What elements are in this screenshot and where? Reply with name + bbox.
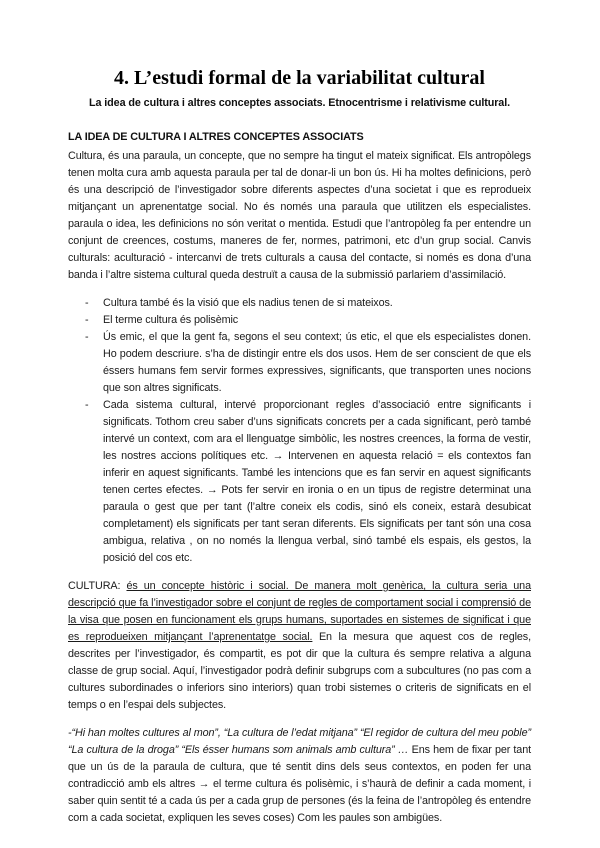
section-heading: LA IDEA DE CULTURA I ALTRES CONCEPTES ASSOCIATS: [68, 131, 364, 143]
bullet-list: [68, 295, 531, 567]
bullet-marker: -: [85, 399, 89, 411]
closing-quotes-italic: -“Hi han moltes cultures al mon”, “La cultura de l’edat mitjana” “El regidor de cultura del meu poble” “La cultura de la droga” “Els ésser humans som animals amb cultura” …: [68, 727, 531, 756]
bullet-marker: -: [85, 297, 89, 309]
closing-paragraph: [68, 725, 531, 827]
bullet-item: [68, 312, 531, 329]
intro-paragraph: Cultura, és una paraula, un concepte, que no sempre ha tingut el mateix significat. Els antropòlegs tenen molta cura amb aquesta paraula per tal de donar-li un bon ús. Hi ha moltes definicions, però és una descripció de l’investigador sobre diferents aspectes d’una societat i que es reprodueix mitjançant un aprenentatge social. No és només una paraula que utilitzen els especialistes. paraula o idea, les definicions no són veritat o mentida. Estudi que l’antropòleg fa per entendre un conjunt de creences, costums, maneres de fer, normes, patrimoni, etc d’un grup social. Canvis culturals: aculturació - intercanvi de trets culturals a causa del contacte, si només es dona d’una banda i l’altre sistema cultural queda destruït a causa de la submissió parlariem d’assimilació.: [68, 150, 531, 281]
cultura-paragraph-rest: En la mesura que aquest cos de regles, descrites per l’investigador, és compartit, es pot dir que la cultura és sempre relativa a alguna classe de grup social. Aquí, l’investigador podrà definir subgrups com a subcultures (no pas com a cultures subordinades o inferiors sino interiors) quan trobi sistemes o criteris de significats en el temps o en l’espai dels subjectes.: [68, 631, 532, 711]
bullet-text: Cada sistema cultural, intervé proporcionant regles d’associació entre significants i significats. Tothom creu saber d’uns significats concrets per a cada significant, però també intervé un context, com ara el llenguatge simbòlic, les nostres creences, la forma de vestir, les nostres accions polítiques etc. → Intervenen en aquesta relació = els contextos fan inferir en aquest significants. També les intencions que es fan servir en aquest significants tenen certes efectes. → Pots fer servir en ironia o en un tipus de registre determinat una paraula o gest que per tant (l’altre coneix els codis, sinó els coneix, estarà desubicat completament) els significats per tant seran diferents. Els significats per tant són una cosa ambigua, relativa , on no només la llengua verbal, sinó també els espais, els gestos, la posició del cos etc.: [103, 399, 531, 564]
cultura-definition-underlined: és un concepte històric i social. De manera molt genèrica, la cultura seria una descripció que fa l’investigador sobre el conjunt de regles de comportament social i comprensió de la visa que posen en funcionament els grups humans, suportades en sistemes de significat i que es reprodueixen mitjançant l’aprenentatge social.: [68, 580, 531, 643]
bullet-item: [68, 397, 531, 567]
bullet-text: Ús emic, el que la gent fa, segons el seu context; ús etic, el que els especialistes donen. Ho podem descriure. s’ha de distingir entre els dos usos. Hem de ser conscient de que els éssers humans fem servir formes expressives, significants, que transporten unes nocions que son altres significats.: [103, 331, 531, 394]
page-title: 4. L’estudi formal de la variabilitat cultural: [114, 67, 485, 89]
cultura-paragraph: [68, 578, 531, 714]
closing-paragraph-rest: Ens hem de fixar per tant que un ús de la paraula de cultura, que té sentit dins dels seus contextos, en poden fer una contradicció amb els altres → el terme cultura és polisèmic, i s’haurà de definir a cada moment, i saber quin sentit té a cada ús per a cada grup de persones (és la feina de l’antropòleg és entendre com a cada societat, expliquen les seves coses) Com les paules son ambigües.: [68, 744, 532, 824]
bullet-marker: -: [85, 331, 89, 343]
bullet-marker: -: [85, 314, 89, 326]
bullet-text: El terme cultura és polisèmic: [103, 314, 239, 326]
bullet-text: Cultura també és la visió que els nadius tenen de si mateixos.: [103, 297, 393, 309]
cultura-label: CULTURA:: [68, 580, 127, 592]
bullet-item: [68, 329, 531, 397]
bullet-item: [68, 295, 531, 312]
page-subtitle: La idea de cultura i altres conceptes associats. Etnocentrisme i relativisme cultural.: [88, 97, 511, 109]
